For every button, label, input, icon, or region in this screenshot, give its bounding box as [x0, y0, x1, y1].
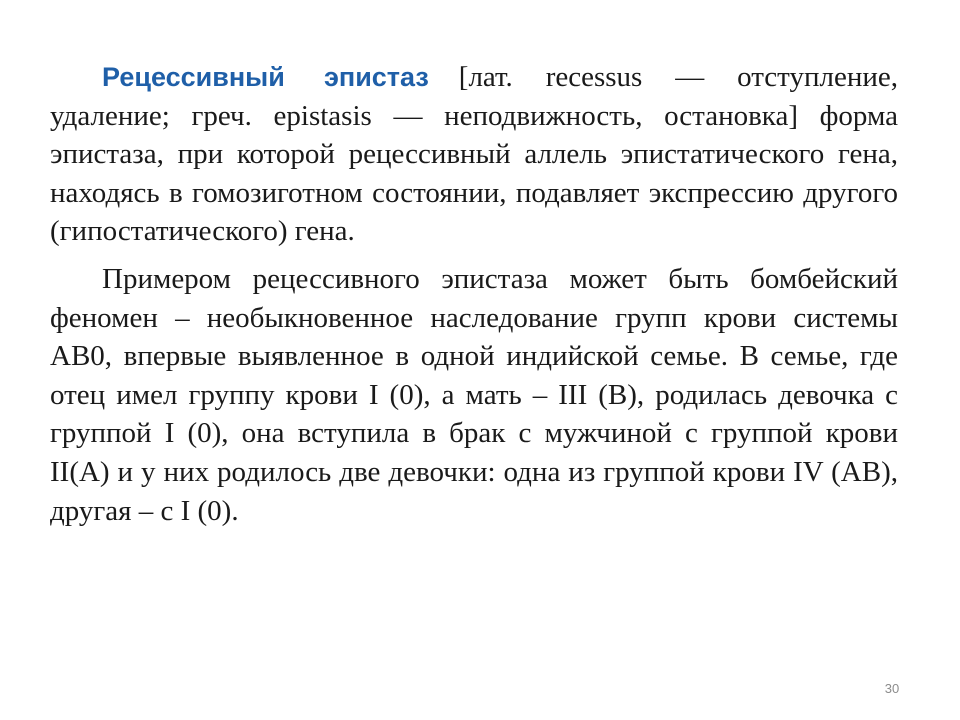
definition-paragraph — [50, 58, 898, 251]
example-paragraph — [50, 260, 898, 530]
example-text: Примером рецессивного эпистаза может быть бомбейский феномен – необыкновенное наследование групп крови системы АВ0, впервые выявленное в одной индийской семье. В семье, где отец имел группу крови I (0), а мать – III (B), родилась девочка с группой I (0), она вступила в брак с мужчиной с группой крови II(A) и у них родилось две девочки: одна из группой крови IV (AB), другая – с I (0). — [50, 262, 898, 527]
definition-text: [лат. recessus — отступление, удаление; греч. epistasis — неподвижность, остановка] форма эпистаза, при которой рецессивный аллель эпистатического гена, находясь в гомозиготном состоянии, подавляет экспрессию другого (гипостатического) гена. — [50, 61, 898, 248]
page-number: 30 — [884, 681, 900, 696]
slide-body — [50, 58, 898, 530]
highlighted-term: Рецессивный эпистаз — [102, 62, 429, 92]
